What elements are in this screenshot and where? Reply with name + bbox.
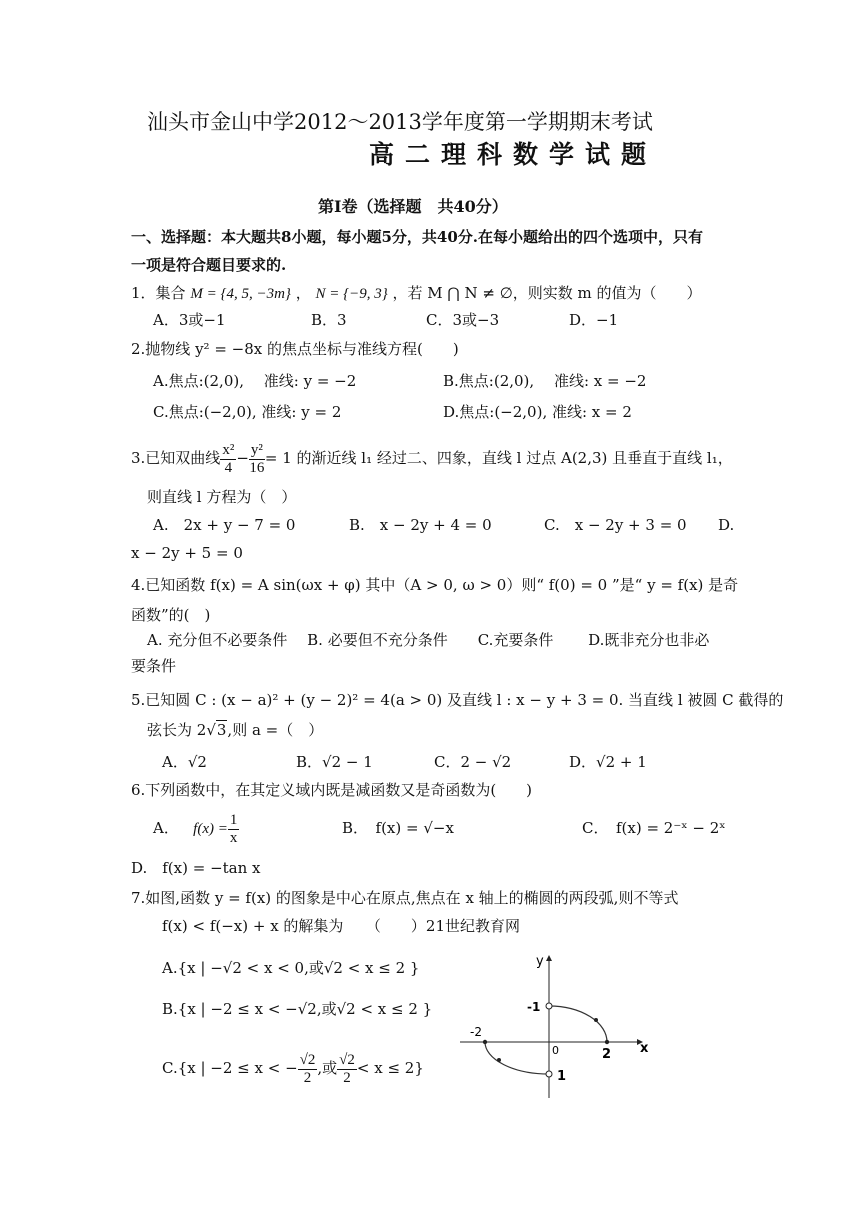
open-point-bottom: [546, 1071, 552, 1077]
q7-c-num2: √2: [339, 1051, 355, 1068]
exam-subtitle: 高二理科数学试题: [369, 140, 658, 169]
q5-chord-prefix: 弦长为 2: [147, 721, 207, 739]
q1-option-d: D．−1: [569, 311, 619, 329]
sqrt-icon: √: [206, 721, 216, 739]
q7-c-den2: 2: [343, 1069, 351, 1086]
q7-c-pre: C.{x | −2 ≤ x < −: [162, 1059, 298, 1077]
q7-c-post: < x ≤ 2}: [356, 1059, 424, 1077]
q7-c-frac1: [298, 1052, 318, 1087]
q1-condition: ，若 M ⋂ N ≠ ∅，则实数 m 的值为（ ）: [392, 284, 702, 302]
q3-fraction-y: [249, 442, 265, 477]
question-5-stem: 5.已知圆 C : (x − a)² + (y − 2)² = 4(a > 0) 及直线 l : x − y + 3 = 0. 当直线 l 被圆 C 截得的: [131, 691, 784, 709]
q3-option-c: C. x − 2y + 3 = 0: [544, 516, 687, 534]
q7-option-a: A.{x | −√2 < x < 0,或√2 < x ≤ 2 }: [162, 959, 420, 977]
q3-option-d-expr: x − 2y + 5 = 0: [131, 544, 243, 562]
section-heading: 第Ⅰ卷（选择题 共40分）: [318, 197, 508, 216]
q2-option-d: D.焦点:(−2,0), 准线: x = 2: [443, 403, 632, 421]
q1-option-a: A．3或−1: [153, 311, 226, 329]
q3-frac2-den: 16: [249, 459, 265, 476]
question-3-stem: [131, 440, 733, 477]
label-neg1: -1: [527, 1000, 541, 1014]
q6-a-label: A．: [153, 819, 179, 837]
q1-set-n: N = {−9, 3}: [315, 286, 388, 302]
q2-option-c: C.焦点:(−2,0), 准线: y = 2: [153, 403, 342, 421]
q5-line2: [147, 720, 323, 740]
q5-chord-post: ,则 a =（ ）: [227, 721, 324, 739]
q5-option-a: A．√2: [162, 753, 207, 771]
q3-fraction-x: [220, 442, 236, 477]
q7-c-num1: √2: [299, 1051, 316, 1068]
q6-option-a: [153, 808, 239, 849]
q1-option-b: B．3: [311, 311, 347, 329]
q6-option-b: B． f(x) = √−x: [342, 819, 454, 837]
q5-option-b: B．√2 − 1: [296, 753, 373, 771]
q6-a-den: x: [229, 829, 238, 846]
q6-a-num: 1: [229, 811, 238, 828]
open-point-top: [546, 1003, 552, 1009]
q1-option-c: C．3或−3: [426, 311, 500, 329]
q5-option-c: C．2 − √2: [434, 753, 512, 771]
q7-option-b: B.{x | −2 ≤ x < −√2,或√2 < x ≤ 2 }: [162, 1000, 433, 1018]
instructions-line1: 一、选择题：本大题共8小题，每小题5分，共40分.在每小题给出的四个选项中，只有: [131, 228, 703, 246]
q1-sep: ，: [295, 284, 311, 302]
q6-a-pre: f(x) =: [193, 821, 228, 837]
point-lower-mid: [497, 1058, 501, 1062]
ellipse-arcs-figure: [455, 950, 660, 1100]
q2-option-a: A.焦点:(2,0), 准线: y = −2: [153, 372, 357, 390]
point-right-end: [605, 1040, 609, 1044]
question-1-stem: [131, 283, 702, 304]
q1-prefix: 1．集合: [131, 284, 186, 302]
q5-chord-root: 3: [216, 721, 227, 739]
upper-right-arc: [549, 1006, 607, 1042]
label-neg2: -2: [470, 1025, 482, 1039]
instructions-line2: 一项是符合题目要求的.: [131, 256, 287, 274]
x-axis-label: x: [640, 1041, 649, 1056]
point-left-end: [483, 1040, 487, 1044]
label-1: 1: [557, 1069, 567, 1084]
q6-option-d: D. f(x) = −tan x: [131, 859, 261, 877]
q4-line2: 函数”的( ): [131, 606, 211, 624]
q7-c-den1: 2: [303, 1069, 312, 1086]
point-upper-mid: [594, 1018, 598, 1022]
q3-option-a: A. 2x + y − 7 = 0: [153, 516, 296, 534]
q7-line2: f(x) < f(−x) + x 的解集为 （ ）21世纪教育网: [162, 917, 521, 935]
q3-rest: = 1 的渐近线 l₁ 经过二、四象，直线 l 过点 A(2,3) 且垂直于直线 l₁，: [264, 449, 733, 467]
q3-line2: 则直线 l 方程为（ ）: [147, 488, 297, 506]
question-7-stem: 7.如图,函数 y = f(x) 的图象是中心在原点,焦点在 x 轴上的椭圆的两段弧,则不等式: [131, 889, 679, 907]
q5-option-d: D．√2 + 1: [569, 753, 647, 771]
q6-option-c: C． f(x) = 2⁻ˣ − 2ˣ: [582, 819, 726, 837]
y-axis-label: y: [536, 954, 544, 969]
q1-set-m: M = {4, 5, −3m}: [190, 286, 291, 302]
q3-frac1-den: 4: [224, 459, 233, 476]
q3-option-b: B. x − 2y + 4 = 0: [349, 516, 492, 534]
q4-options-cont: 要条件: [131, 657, 177, 675]
label-origin: 0: [552, 1044, 559, 1057]
question-6-stem: 6.下列函数中，在其定义域内既是减函数又是奇函数为( ): [131, 781, 533, 799]
lower-left-arc: [485, 1042, 549, 1074]
q3-option-d: D.: [718, 516, 735, 534]
q3-frac1-num: x²: [222, 441, 235, 458]
q3-minus: −: [236, 449, 249, 467]
q2-option-b: B.焦点:(2,0), 准线: x = −2: [443, 372, 647, 390]
q4-options: A. 充分但不必要条件 B. 必要但不充分条件 C.充要条件 D.既非充分也非必: [147, 631, 710, 649]
q3-prefix: 3.已知双曲线: [131, 449, 221, 467]
exam-title: 汕头市金山中学2012～2013学年度第一学期期末考试: [147, 110, 653, 134]
q6-a-fraction: [228, 812, 240, 847]
label-2: 2: [602, 1047, 612, 1062]
question-4-stem: 4.已知函数 f(x) = A sin(ωx + φ) 其中（A > 0, ω > 0）则“ f(0) = 0 ”是“ y = f(x) 是奇: [131, 576, 739, 594]
q3-frac2-num: y²: [250, 441, 263, 458]
y-axis-arrow-icon: [546, 955, 552, 961]
q7-option-c: [162, 1048, 424, 1088]
question-2-stem: 2.抛物线 y² = −8x 的焦点坐标与准线方程( ): [131, 340, 459, 358]
q7-c-mid: ,或: [317, 1059, 338, 1077]
q7-c-frac2: [337, 1052, 357, 1087]
